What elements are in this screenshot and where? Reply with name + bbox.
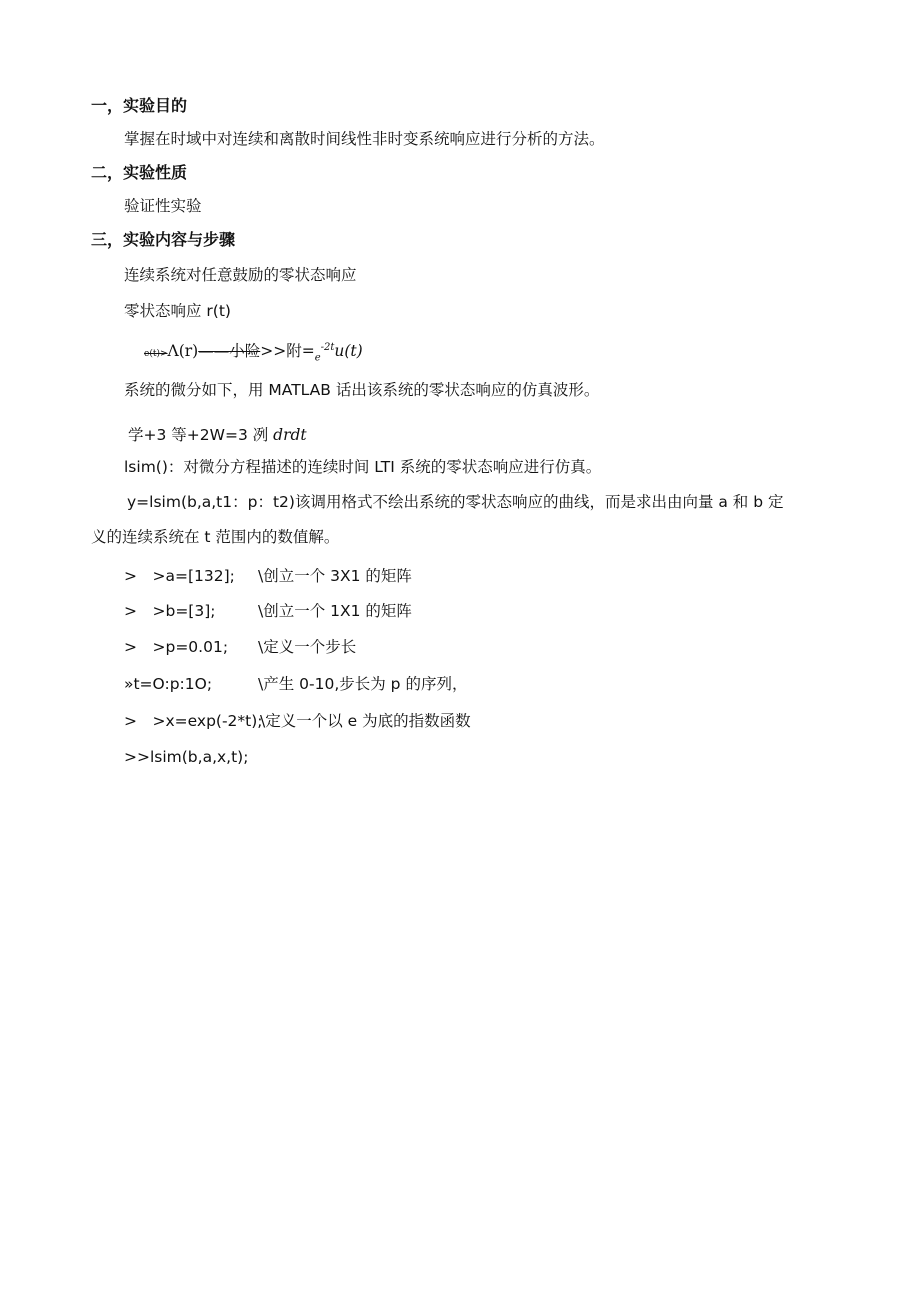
code-comment: \创立一个 1X1 的矩阵 [258,602,412,620]
code-command: > >p=0.01; [124,638,229,656]
section3-heading: 三，实验内容与步骤 [91,230,236,249]
code-command: »t=O:p:1O; [124,675,213,693]
equation-text: 学+3 等+2W=3 冽 [128,426,274,444]
code-command: > >x=exp(-2*t); [124,712,263,730]
code-comment: \产生 0-10,步长为 p 的序列， [258,675,468,693]
section3-line1: 连续系统对任意鼓励的零状态响应 [124,266,357,284]
formula-part1: Λ(r) [167,342,199,361]
section3-line2: 零状态响应 r(t) [124,302,231,320]
code-command: >>lsim(b,a,x,t); [124,748,249,766]
section3-line3: 系统的微分如下，用 MATLAB 话出该系统的零状态响应的仿真波形。 [124,381,600,399]
formula-strike: ——小险 [198,342,261,361]
code-comment: \创立一个 3X1 的矩阵 [258,567,412,585]
differential-equation [128,425,307,445]
code-command: > >a=[132]; [124,567,235,585]
equation-italic: drdt [273,426,307,444]
formula-part2: >>附= [260,342,315,361]
lsim-description: lsim()：对微分方程描述的连续时间 LTI 系统的零状态响应进行仿真。 [124,458,602,476]
section2-heading: 二，实验性质 [91,163,188,182]
formula-sub-e: e [314,352,321,364]
code-comment: \定义一个以 e 为底的指数函数 [260,712,471,730]
section2-body: 验证性实验 [124,197,202,215]
paragraph-line1: y=lsim(b,a,t1：p：t2)该调用格式不绘出系统的零状态响应的曲线，而是求出由向量 a 和 b 定 [127,493,784,511]
formula-small: e(t)> [144,349,168,360]
formula-sup: -2t [320,342,335,353]
code-comment: \定义一个步长 [258,638,357,656]
section1-heading: 一，实验目的 [91,96,188,115]
section1-body: 掌握在时域中对连续和离散时间线性非时变系统响应进行分析的方法。 [124,130,605,148]
paragraph-line2: 义的连续系统在 t 范围内的数值解。 [91,528,340,546]
code-command: > >b=[3]; [124,602,216,620]
formula-tail: u(t) [334,342,363,361]
formula [144,338,363,368]
